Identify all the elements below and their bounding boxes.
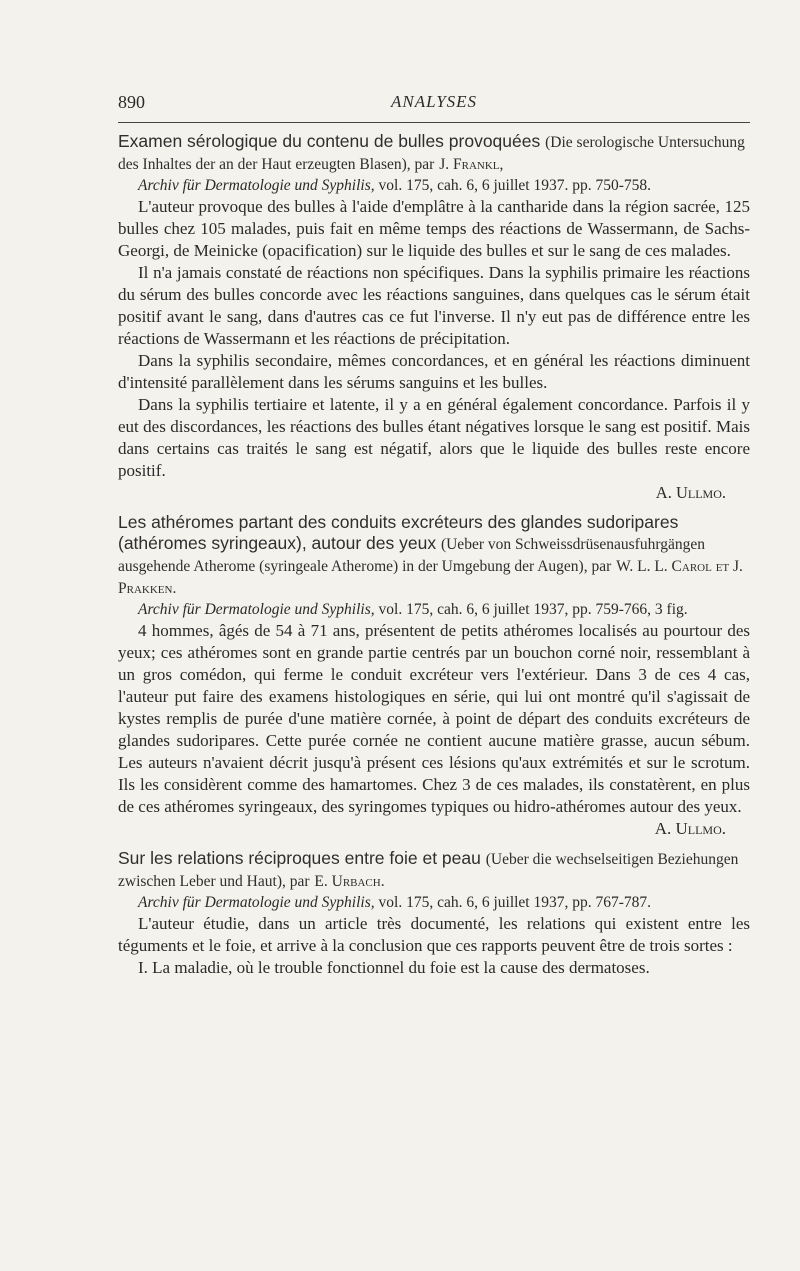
article-foie-peau <box>118 848 750 979</box>
paragraph: Dans la syphilis secondaire, mêmes concordances, et en général les réactions diminuent d'intensité parallèlement dans les sérums sanguins et les bulles. <box>118 351 750 392</box>
article-serologique <box>118 131 750 504</box>
paragraph: Il n'a jamais constaté de réactions non spécifiques. Dans la syphilis primaire les réactions du sérum des bulles concorde avec les réactions sanguines, dans quelques cas le sérum était positif avant le sang, dans d'autres cas ce fut l'inverse. Il n'y eut pas de différence entre les réactions de Wassermann et les réactions de précipitation. <box>118 263 750 348</box>
page-header <box>118 88 750 120</box>
page <box>118 88 750 987</box>
article-reference: Archiv für Dermatologie und Syphilis, vol. 175, cah. 6, 6 juillet 1937, pp. 767-787. <box>138 894 652 911</box>
article-atheromes <box>118 512 750 840</box>
article-title: Sur les relations réciproques entre foie et peau (Ueber die wechselseitigen Beziehungen zwischen Leber und Haut), par E. Urbach. <box>118 848 739 890</box>
paragraph: L'auteur étudie, dans un article très documenté, les relations qui existent entre les téguments et le foie, et arrive à la conclusion que ces rapports peuvent être de trois sortes : <box>118 914 750 955</box>
signature: A. Ullmo. <box>655 483 726 502</box>
header-rule <box>118 122 750 123</box>
article-reference: Archiv für Dermatologie und Syphilis, vol. 175, cah. 6, 6 juillet 1937, pp. 759-766, 3 fig. <box>138 601 688 618</box>
signature: A. Ullmo. <box>654 819 726 838</box>
article-title: Examen sérologique du contenu de bulles provoquées (Die serologische Untersuchung des Inhaltes der an der Haut erzeugten Blasen), par J. Frankl, <box>118 131 745 173</box>
article-title: Les athéromes partant des conduits excréteurs des glandes sudoripares (athéromes syringeaux), autour des yeux (Ueber von Schweissdrüsenausfuhrgängen ausgehende Atherome (syringeale Atherome) in der Umgebung der Augen), par W. L. L. Carol et J. Prakken. <box>118 512 743 597</box>
paragraph: L'auteur provoque des bulles à l'aide d'emplâtre à la cantharide dans la région sacrée, 125 bulles chez 105 malades, puis fait en même temps des réactions de Wassermann, de Sachs-Georgi, de Meinicke (opacification) sur le liquide des bulles et sur le sang de ces malades. <box>118 197 750 260</box>
paragraph: 4 hommes, âgés de 54 à 71 ans, présentent de petits athéromes localisés au pourtour des yeux; ces athéromes sont en grande partie centrés par un bouchon corné noir, ressemblant à un gros comédon, qui ferme le conduit excréteur vers l'extérieur. Dans 3 de ces 4 cas, l'auteur put faire des examens histologiques en série, qui lui ont montré qu'il s'agissait de kystes remplis de purée d'une matière cornée, à point de départ des conduits excréteurs de glandes sudoripares. Cette purée cornée ne contient aucune matière grasse, aucun sébum. Les auteurs n'avaient décrit jusqu'à présent ces lésions qu'aux extrémités et sur le scrotum. Ils les considèrent comme des hamartomes. Chez 3 de ces malades, ils constatèrent, en plus de ces athéromes syringeaux, des syringomes typiques ou hidro-athéromes autour des yeux. A. Ullmo. <box>118 621 750 838</box>
page-number: 890 <box>118 92 145 112</box>
paragraph: Dans la syphilis tertiaire et latente, il y a en général également concordance. Parfois il y eut des discordances, les réactions des bulles étant négatives lorsque le sang est positif. Mais dans certains cas traités le sang est négatif, alors que le liquide des bulles reste encore positif. <box>118 395 750 480</box>
paragraph: I. La maladie, où le trouble fonctionnel du foie est la cause des dermatoses. <box>138 958 650 977</box>
running-title: ANALYSES <box>390 92 478 111</box>
article-reference: Archiv für Dermatologie und Syphilis, vol. 175, cah. 6, 6 juillet 1937. pp. 750-758. <box>138 177 652 194</box>
